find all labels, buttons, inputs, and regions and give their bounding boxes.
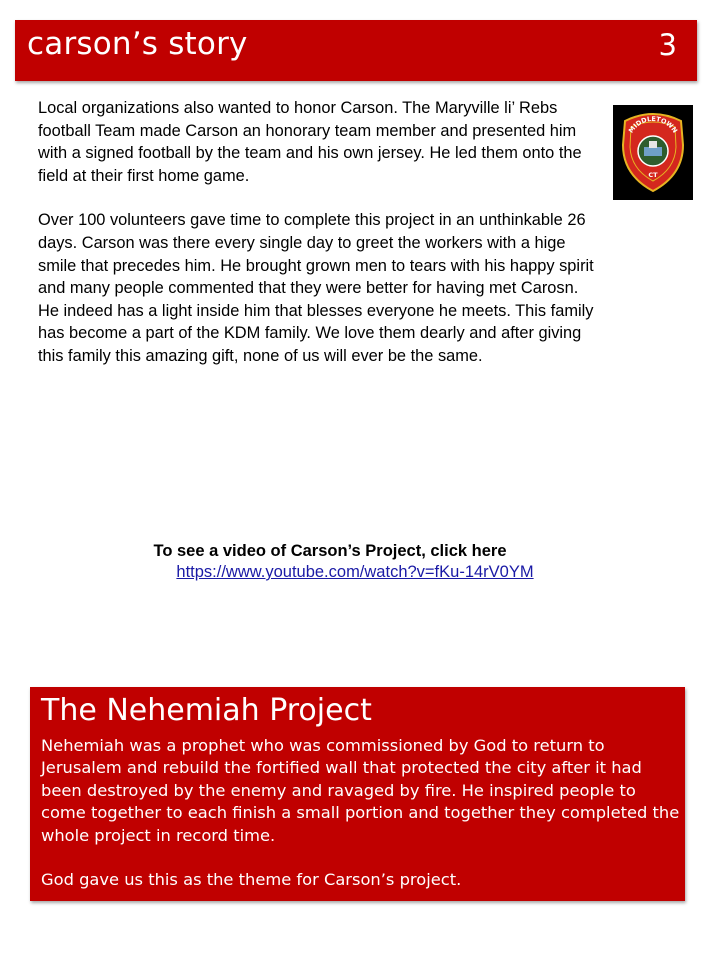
video-heading: To see a video of Carson’s Project, click here [153, 542, 507, 560]
story-paragraph: Over 100 volunteers gave time to complete this project in an unthinkable 26 days. Carson was there every single day to greet the workers with a hige smile that precedes him. He brought grown men to tears with his happy spirit and many people commented that they were better for having met Carosn. He indeed has a light inside him that blesses everyone he meets. This family has become a part of the KDM family. We love them dearly and after giving this family this amazing gift, none of us will ever be the same. [38, 211, 594, 365]
video-callout [0, 542, 700, 582]
youtube-link[interactable]: https://www.youtube.com/watch?v=fKu-14rV0YM [176, 563, 534, 581]
fire-department-badge-image [613, 105, 693, 200]
nehemiah-project-box [30, 687, 685, 901]
page-number: 3 [658, 28, 677, 62]
story-text [38, 97, 598, 390]
badge-bottom-text: CT [648, 171, 658, 179]
fire-badge-icon [613, 105, 693, 200]
nehemiah-body [41, 735, 681, 913]
badge-top-text: MIDDLETOWN [626, 114, 680, 135]
title-banner [15, 20, 697, 81]
story-paragraph: Local organizations also wanted to honor Carson. The Maryville li’ Rebs football Team made Carson an honorary team member and presented him with a signed football by the team and his own jersey. He led them onto the field at their first home game. [38, 99, 582, 185]
nehemiah-title: The Nehemiah Project [41, 693, 372, 728]
page-title: carson’s story [27, 26, 248, 62]
nehemiah-paragraph: God gave us this as the theme for Carson’s project. [41, 870, 462, 890]
nehemiah-paragraph: Nehemiah was a prophet who was commissioned by God to return to Jerusalem and rebuild the fortified wall that protected the city after it had been destroyed by the enemy and ravaged by fire. He inspired people to come together to each finish a small portion and together they completed the whole project in record time. [41, 736, 680, 845]
